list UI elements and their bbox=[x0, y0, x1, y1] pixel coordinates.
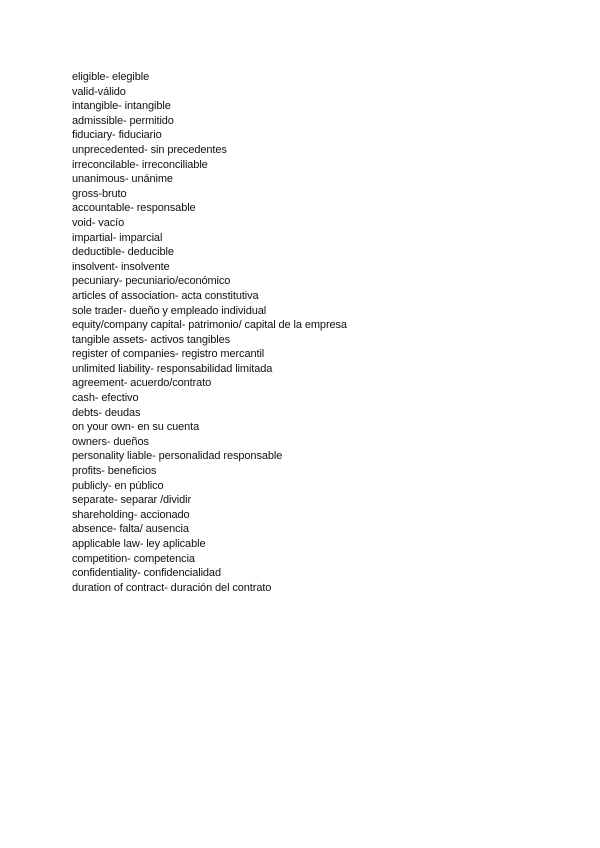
glossary-entry: tangible assets- activos tangibles bbox=[72, 333, 231, 346]
glossary-entry: impartial- imparcial bbox=[72, 231, 163, 244]
glossary-entry: fiduciary- fiduciario bbox=[72, 129, 162, 142]
glossary-entry: cash- efectivo bbox=[72, 392, 139, 405]
glossary-entry: publicly- en público bbox=[72, 479, 164, 492]
glossary-entry: personality liable- personalidad responsable bbox=[72, 450, 283, 463]
glossary-entry: competition- competencia bbox=[72, 552, 195, 565]
glossary-entry: separate- separar /dividir bbox=[72, 494, 192, 507]
glossary-entry: accountable- responsable bbox=[72, 202, 196, 215]
glossary-entry: void- vacío bbox=[72, 216, 125, 229]
glossary-entry: sole trader- dueño y empleado individual bbox=[72, 304, 267, 317]
glossary-entry: articles of association- acta constitutiva bbox=[72, 289, 259, 302]
glossary-entry: equity/company capital- patrimonio/ capital de la empresa bbox=[72, 319, 347, 332]
glossary-entry: valid-válido bbox=[72, 85, 126, 98]
glossary-entry: deductible- deducible bbox=[72, 246, 174, 259]
glossary-entry: intangible- intangible bbox=[72, 100, 171, 113]
glossary-entry: unprecedented- sin precedentes bbox=[72, 143, 227, 156]
glossary-list bbox=[72, 70, 347, 595]
glossary-entry: agreement- acuerdo/contrato bbox=[72, 377, 212, 390]
glossary-entry: unanimous- unánime bbox=[72, 173, 173, 186]
glossary-entry: confidentiality- confidencialidad bbox=[72, 567, 221, 580]
glossary-entry: duration of contract- duración del contrato bbox=[72, 581, 272, 594]
glossary-entry: applicable law- ley aplicable bbox=[72, 538, 206, 550]
glossary-entry: register of companies- registro mercantil bbox=[72, 348, 265, 361]
glossary-entry: irreconcilable- irreconciliable bbox=[72, 158, 208, 171]
glossary-entry: admissible- permitido bbox=[72, 114, 174, 127]
glossary-entry: debts- deudas bbox=[72, 406, 141, 419]
glossary-entry: on your own- en su cuenta bbox=[72, 421, 200, 434]
glossary-entry: absence- falta/ ausencia bbox=[72, 523, 189, 536]
glossary-entry: unlimited liability- responsabilidad limitada bbox=[72, 362, 273, 375]
glossary-entry: eligible- elegible bbox=[72, 71, 150, 83]
glossary-entry: insolvent- insolvente bbox=[72, 260, 170, 273]
glossary-entry: shareholding- accionado bbox=[72, 508, 190, 521]
glossary-entry: pecuniary- pecuniario/económico bbox=[72, 275, 231, 288]
glossary-entry: gross-bruto bbox=[72, 187, 127, 200]
glossary-entry: owners- dueños bbox=[72, 435, 149, 448]
glossary-entry: profits- beneficios bbox=[72, 465, 157, 478]
